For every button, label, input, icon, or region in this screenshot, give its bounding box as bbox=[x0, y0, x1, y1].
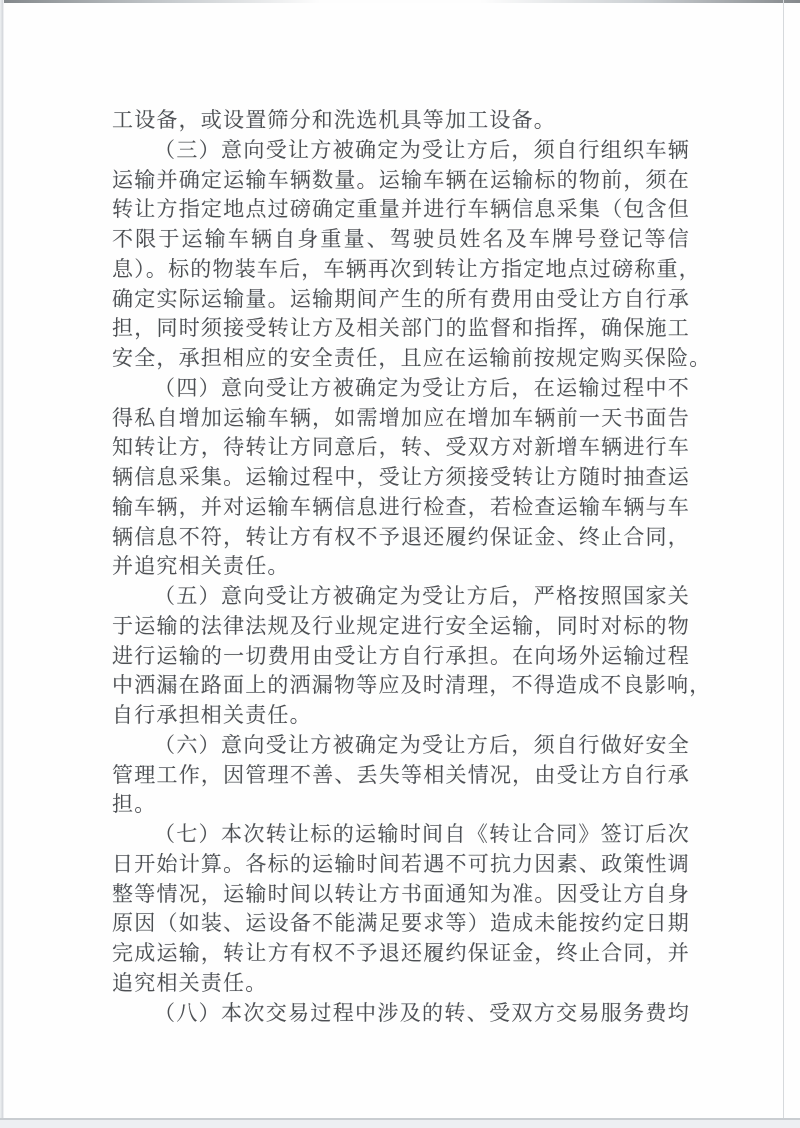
document-line: 自行承担相关责任。 bbox=[112, 703, 312, 727]
scan-edge-bottom bbox=[0, 1118, 800, 1128]
document-line: 辆信息采集。运输过程中，受让方须接受转让方随时抽查运 bbox=[112, 465, 690, 489]
document-line: 工设备，或设置筛分和洗选机具等加工设备。 bbox=[112, 108, 556, 132]
document-line: （八）本次交易过程中涉及的转、受双方交易服务费均 bbox=[154, 1000, 690, 1025]
document-line: 于运输的法律法规及行业规定进行安全运输，同时对标的物 bbox=[112, 613, 690, 638]
document-line: 息）。标的物装车后，车辆再次到转让方指定地点过磅称重， bbox=[112, 256, 701, 281]
document-line: 中洒漏在路面上的洒漏物等应及时清理，不得造成不良影响， bbox=[112, 673, 712, 698]
document-line: 安全，承担相应的安全责任，且应在运输前按规定购买保险。 bbox=[112, 346, 712, 370]
document-line: 输车辆，并对运输车辆信息进行检查，若检查运输车辆与车 bbox=[112, 494, 690, 519]
document-line: 追究相关责任。 bbox=[112, 970, 268, 995]
document-line: 整等情况，运输时间以转让方书面通知为准。因受让方自身 bbox=[112, 881, 690, 906]
scan-edge-top bbox=[0, 0, 800, 3]
document-line: （五）意向受让方被确定为受让方后，严格按照国家关 bbox=[154, 584, 690, 608]
document-line: 原因（如装、运设备不能满足要求等）造成未能按约定日期 bbox=[112, 911, 690, 936]
document-line: 不限于运输车辆自身重量、驾驶员姓名及车牌号登记等信 bbox=[112, 227, 690, 251]
scan-edge-left bbox=[0, 0, 4, 1128]
document-line: 转让方指定地点过磅确定重量并进行车辆信息采集（包含但 bbox=[112, 197, 690, 222]
document-line: 日开始计算。各标的运输时间若遇不可抗力因素、政策性调 bbox=[112, 851, 690, 876]
document-line: 进行运输的一切费用由受让方自行承担。在向场外运输过程 bbox=[112, 643, 690, 668]
document-line: （六）意向受让方被确定为受让方后，须自行做好安全 bbox=[154, 732, 690, 757]
document-line: 担，同时须接受转让方及相关部门的监督和指挥，确保施工 bbox=[112, 316, 690, 341]
document-body bbox=[112, 106, 712, 1028]
document-line: 管理工作，因管理不善、丢失等相关情况，由受让方自行承 bbox=[112, 762, 690, 787]
document-line: （七）本次转让标的运输时间自《转让合同》签订后次 bbox=[154, 822, 690, 846]
document-line: （四）意向受让方被确定为受让方后，在运输过程中不 bbox=[154, 375, 690, 400]
document-line: 运输并确定运输车辆数量。运输车辆在运输标的物前，须在 bbox=[112, 167, 690, 192]
document-line: 确定实际运输量。运输期间产生的所有费用由受让方自行承 bbox=[112, 286, 690, 311]
document-line: 并追究相关责任。 bbox=[112, 554, 290, 579]
document-line: 得私自增加运输车辆，如需增加应在增加车辆前一天书面告 bbox=[112, 405, 690, 430]
document-line: （三）意向受让方被确定为受让方后，须自行组织车辆 bbox=[154, 137, 690, 162]
document-line: 辆信息不符，转让方有权不予退还履约保证金、终止合同， bbox=[112, 524, 690, 549]
document-line: 完成运输，转让方有权不予退还履约保证金，终止合同，并 bbox=[112, 941, 690, 965]
document-line: 知转让方，待转让方同意后，转、受双方对新增车辆进行车 bbox=[112, 435, 690, 460]
scan-edge-right bbox=[783, 0, 784, 1128]
document-line: 担。 bbox=[112, 792, 157, 817]
